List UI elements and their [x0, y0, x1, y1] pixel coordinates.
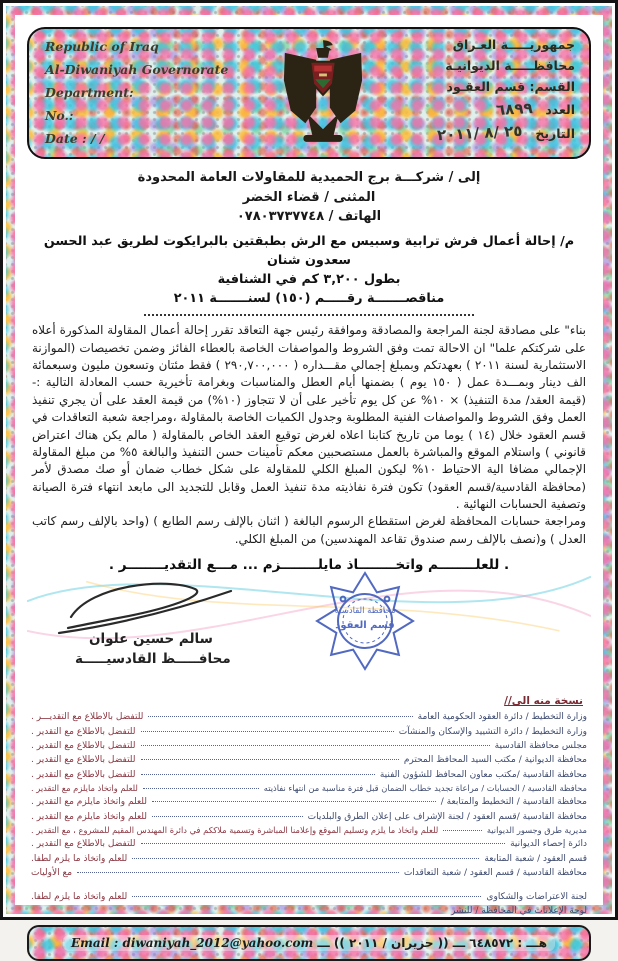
- distribution-heading: نسخة منه الى//: [504, 695, 583, 708]
- distribution-row: [31, 725, 587, 739]
- letter-date-line: [411, 121, 575, 145]
- letterhead-english-block: [29, 29, 234, 157]
- distribution-dest: مديرية طرق وجسور الديوانية: [486, 825, 587, 836]
- svg-text:محافظة القادسية: محافظة القادسية: [334, 606, 396, 617]
- letter-number-label: العدد: [545, 102, 575, 117]
- letter-body-area: [15, 15, 603, 951]
- closing-line: . للعلــــــــم واتخــــــــاذ مايلــــــــزم ... مـــع التقديــــــــر .: [108, 557, 510, 574]
- footer-email: [71, 936, 313, 950]
- footer-bar: [27, 925, 591, 961]
- distribution-row: [31, 710, 587, 724]
- iraq-eagle-emblem-icon: [279, 39, 367, 147]
- recipient-address: المثنى / قضاء الخضر: [242, 189, 376, 205]
- signatory-name: سالم حسين علوان: [89, 631, 213, 648]
- letterhead-department-en: Department:: [45, 85, 134, 100]
- distribution-row: [31, 904, 587, 918]
- letterhead-department-ar: القسم: قسم العقـود: [446, 79, 575, 94]
- subject-tender-line: مناقصـــــــة رقـــــم (١٥٠) لسنـــــــة ٢٠١١: [173, 291, 445, 307]
- distribution-note: للعلم واتخاذ مايلزم مع التقدير .: [31, 783, 138, 794]
- emblem-container: [234, 29, 411, 157]
- letter-date-label: التاريخ: [535, 126, 575, 141]
- distribution-dest: وزارة التخطيط / دائرة العقود الحكومية العامة: [417, 712, 587, 723]
- letterhead-arabic-block: [411, 29, 589, 157]
- body-paragraph-2: ومراجعة حسابات المحافظة لغرض استقطاع الرسوم البالغة ( اثنان بالإلف رسم الطابع ) (واحد بالإلف رسم كاتب العدل ) و(نصف بالإلف رسم صندوق تقاعد المهندسين) من المبلغ الكلي.: [32, 514, 586, 546]
- email-label: Email :: [70, 936, 123, 951]
- letterhead-country-en: Republic of Iraq: [45, 39, 159, 54]
- letter-body-text: [27, 322, 591, 548]
- distribution-dest: لوحة الإعلانات في المحافظة / للنشر: [451, 905, 587, 916]
- letterhead-date-en: Date : / /: [45, 131, 105, 146]
- distribution-note: للعلم واتخاذ مايلزم مع التقدير .: [31, 797, 148, 808]
- governor-signature: [55, 577, 245, 639]
- footer-contact-line: [63, 935, 555, 951]
- distribution-row: [31, 866, 587, 880]
- distribution-dest: دائرة إحصاء الديوانية: [510, 839, 587, 850]
- distribution-row: [31, 795, 587, 809]
- distribution-row: [31, 753, 587, 767]
- distribution-row: [31, 810, 587, 824]
- dotted-leader: [132, 858, 479, 859]
- subject-block: [27, 232, 591, 309]
- distribution-note: للتفضل بالاطلاع مع التقدير .: [31, 769, 136, 780]
- distribution-note: للتفضل بالاطلاع مع التقديـــر .: [31, 712, 144, 723]
- body-paragraph-1: بناء" على مصادقة لجنة المراجعة والمصادقة وموافقة رئيس جهة التعاقد تقرر إحالة أعمال المقاولة المذكورة أعلاه على شركتكم علما" ان الاحالة تمت وفق الشروط والمواصفات الخاصة بالعطاء الفائز وضمن تخصيصات (الموازنة الاستثمارية لسنة ٢٠١١ ) بعهدتكم وبمبلغ إجمالي مقـــداره ( ٢٩٠,٧٠٠,٠٠٠ ) فقط مئتان وتسعون مليون وسبعمائة الف دينار وبمـــدة عمل ( ١٥٠ يوم ) بضمنها أيام العطل والمناسبات وبغرامة تأخيرية حسب المعادلة التالية :- (قيمة العقد/ مدة التنفيذ) × ١٠% عن كل يوم تأخير على أن لا تتجاوز (١٠%) من قيمة العقد على أن يجري تنفيذ العمل وفق الشروط والمواصفات الفنية المطلوبة وجدول الكميات الخاصة بالمقاولة ،ومراجعة شعبة التعاقدات في قسم العقود خلال (١٤ ) يوما من تاريخ كتابنا اعلاه لغرض توقيع العقد الخاص بالمقاولة ( مالم يكن هناك اعتراض قانوني ) واستلام الموقع والمباشرة بالعمل مستصحبين معكم تأمينات حسن التنفيذ والبالغة ٥% من مبلغ المقاولة الإجمالي مضافا الية الاحتياط ١٠% ليكون المبلغ الكلي للمقاولة على شكل خطاب ضمان أو صك مصدق لأمر (محافظة القادسية/قسم العقود) تكون فترة نفاذيته مدة تنفيذ العمل وقابل للتجديد الى مابعد انتهاء فترة الصيانة وتصفية الحسابات النهائية .: [32, 323, 586, 511]
- dotted-leader: [141, 843, 506, 844]
- distribution-note: للعلم واتخاذ مايلزم مع التقدير .: [31, 811, 148, 822]
- distribution-dest: قسم العقود / شعبة المتابعة: [484, 853, 587, 864]
- letter-date-handwritten: ٢٥ /٨ /٢٠١١: [437, 121, 524, 145]
- distribution-note: مع الأوليات: [31, 868, 73, 879]
- distribution-dest: محافظة القادسية / قسم العقود / شعبة التعاقدات: [403, 868, 587, 879]
- distribution-dest: محافظة القادسية / التخطيط والمتابعة /: [440, 797, 587, 808]
- subject-separator: [144, 311, 474, 316]
- letter-number-line: [411, 100, 575, 118]
- recipient-company: إلى / شركـــة برج الحميدية للمقاولات العامة المحدودة: [137, 170, 481, 185]
- dotted-leader: [152, 816, 303, 817]
- distribution-note: للعلم واتخاذ ما يلزم لطفا.: [31, 853, 128, 864]
- subject-line1: م/ إحالة أعمال فرش ترابية وسبيس مع الرش بطبقتين بالبرايكوت لطريق عبد الحسن سعدون شنان: [43, 233, 575, 268]
- letterhead: [27, 27, 591, 159]
- distribution-dest: محافظة الديوانية / مكتب السيد المحافظ المحترم: [403, 755, 587, 766]
- distribution-dest: لجنة الاعتراضات والشكاوى: [486, 891, 587, 902]
- letterhead-governorate-ar: محافظـــــة الديوانيـة: [445, 58, 575, 73]
- signatory-title: محافـــــظ القادسيـــــة: [75, 651, 231, 668]
- dotted-leader: [141, 745, 490, 746]
- dotted-leader: [143, 788, 259, 789]
- svg-text:قسم العقود: قسم العقود: [335, 620, 395, 632]
- distribution-note: للتفضل بالاطلاع مع التقدير .: [31, 755, 136, 766]
- recipient-phone: الهاتف / ٠٧٨٠٣٧٣٧٧٤٨: [236, 209, 382, 224]
- distribution-note: للتفضل بالاطلاع مع التقدير .: [31, 740, 136, 751]
- recipient-block: [27, 168, 591, 227]
- letter-number-handwritten: ٦٨٩٩: [495, 99, 534, 119]
- distribution-row: [31, 837, 587, 851]
- dotted-leader: [148, 716, 412, 717]
- distribution-dest: محافظة القادسية / الحسابات / مراعاة تجديد خطاب الضمان قبل فترة مناسبة من انتهاء نفاذيته: [263, 783, 587, 794]
- distribution-row: [31, 768, 587, 782]
- distribution-dest: وزارة التخطيط / دائرة التشييد والإسكان والمنشآت: [398, 726, 587, 737]
- contracts-department-stamp-icon: [315, 571, 415, 671]
- footer-phone: هـــ : ٦٤٨٥٧٢ ـــ (( حزيران / ٢٠١١ )) ـــ: [317, 936, 548, 951]
- distribution-note: للعلم واتخاذ ما يلزم لطفا.: [31, 891, 128, 902]
- distribution-note: للعلم واتخاذ ما يلزم وتسليم الموقع وإعلامنا المباشرة وتسمية ملاككم في دائرة المهندس المقيم للمشروع ، مع التقدير .: [31, 825, 439, 836]
- distribution-row: [31, 824, 587, 837]
- email-address: diwaniyah_2012@yahoo.com: [122, 936, 314, 951]
- letterhead-country-ar: جمهوريـــــة العـراق: [452, 37, 575, 52]
- dotted-leader: [141, 759, 399, 760]
- signature-zone: [27, 575, 591, 693]
- dotted-leader: [132, 896, 481, 897]
- letterhead-governorate-en: Al-Diwaniyah Governorate: [45, 62, 229, 77]
- security-pattern-frame: [6, 6, 612, 951]
- dotted-leader: [443, 830, 482, 831]
- distribution-row: [31, 782, 587, 795]
- distribution-row: [31, 739, 587, 753]
- distribution-row: [31, 852, 587, 866]
- distribution-note: للتفضل بالاطلاع مع التقدير .: [31, 726, 136, 737]
- subject-line2: بطول ٣,٢٠٠ كم في الشنافية: [217, 271, 401, 287]
- dotted-leader: [141, 774, 375, 775]
- distribution-dest: محافظة القادسية /قسم العقود / لجنة الإشراف على إعلان الطرق والبلديات: [307, 811, 587, 822]
- distribution-list: [27, 695, 591, 918]
- distribution-note: للتفضل بالاطلاع مع التقدير .: [31, 839, 136, 850]
- dotted-leader: [141, 731, 394, 732]
- distribution-dest: مجلس محافظة القادسية: [494, 740, 587, 751]
- distribution-row: [31, 890, 587, 904]
- letterhead-number-en: No.:: [45, 108, 74, 123]
- distribution-dest: محافظة القادسية /مكتب معاون المحافظ للشؤون الفنية: [379, 769, 587, 780]
- dotted-leader: [77, 872, 399, 873]
- dotted-leader: [152, 801, 436, 802]
